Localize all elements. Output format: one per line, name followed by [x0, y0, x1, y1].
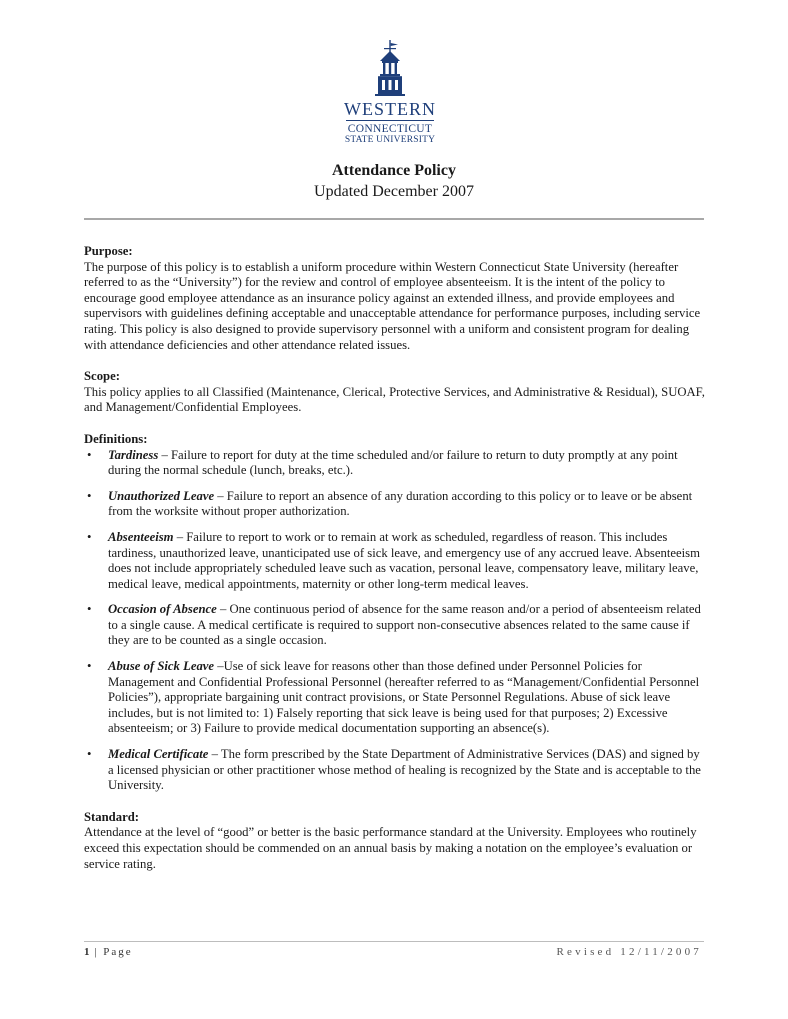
definition-item-tardiness	[84, 448, 706, 479]
page-indicator	[84, 946, 133, 958]
bullet-icon: •	[87, 447, 92, 462]
definition-term: Occasion of Absence	[108, 602, 217, 617]
logo-divider	[346, 120, 434, 121]
footer-divider	[84, 941, 704, 942]
document-subtitle: Updated December 2007	[314, 183, 474, 200]
definition-item-absenteeism	[84, 530, 706, 592]
definition-item-abuse-of-sick-leave	[84, 659, 706, 737]
purpose-heading: Purpose:	[84, 244, 133, 258]
cupola-weathervane-icon	[373, 40, 407, 96]
logo-line-connecticut: CONNECTICUT	[347, 123, 433, 135]
bullet-icon: •	[87, 659, 92, 674]
standard-text: Attendance at the level of “good” or better is the basic performance standard at the University. Employees who routinely exceed this expectation should be commended on an annual basis by making a notation on the employee’s evaluation or service rating.	[84, 825, 697, 871]
scope-heading: Scope:	[84, 369, 120, 384]
definition-term: Absenteeism	[108, 529, 174, 544]
bullet-icon: •	[87, 602, 92, 617]
university-logo	[340, 40, 440, 146]
definition-term: Abuse of Sick Leave	[108, 659, 215, 674]
definitions-section	[84, 432, 706, 794]
definition-text: – Failure to report an absence of any duration according to this policy or to leave or be absent from the worksite without proper authorization.	[108, 488, 693, 519]
purpose-text: The purpose of this policy is to establish a uniform procedure within Western Connecticut State University (hereafter referred to as the “University”) for the review and control of employee absenteeism. It is the intent of the policy to encourage good employee attendance as an insurance policy against an extended illness, and provide employees and supervisors with guidelines defining acceptable and unacceptable attendance for performance purposes, including service rating. This policy is also designed to provide supervisory personnel with a uniform and consistent program for dealing with attendance deficiencies and other attendance related issues.	[84, 259, 701, 352]
definition-item-occasion-of-absence	[84, 602, 706, 649]
definition-term: Tardiness	[108, 447, 159, 462]
definition-term: Unauthorized Leave	[108, 488, 215, 503]
bullet-icon: •	[87, 747, 92, 762]
logo-line-state-university: STATE UNIVERSITY	[344, 135, 436, 145]
purpose-section	[84, 244, 706, 353]
definition-text: – One continuous period of absence for the same reason and/or a period of absenteeism related to a single cause. A medical certificate is required to support non-consecutive absences related to the same cause if they are to be counted as a single occasion.	[108, 602, 701, 648]
definitions-list	[84, 448, 706, 794]
definition-item-medical-certificate	[84, 747, 706, 794]
definition-item-unauthorized-leave	[84, 489, 706, 520]
header-divider	[84, 218, 704, 220]
page-number: 1	[84, 946, 90, 958]
definition-text: – Failure to report to work or to remain at work as scheduled, regardless of reason. This includes tardiness, unauthorized leave, unanticipated use of sick leave, and emergency use of any accrued leave. Absenteeism does not include appropriately scheduled leave such as vacation, personal leave, compensatory leave, military leave, medical leave, medical appointments, maternity or other long-term medical leaves.	[108, 529, 700, 591]
scope-text: This policy applies to all Classified (Maintenance, Clerical, Protective Services, and Administrative & Residual), SUOAF, and Management/Confidential Employees.	[84, 384, 705, 415]
logo-line-western: WESTERN	[344, 99, 436, 119]
standard-section	[84, 810, 706, 872]
revised-date: Revised 12/11/2007	[556, 946, 702, 958]
definition-text: – Failure to report for duty at the time scheduled and/or failure to return to duty promptly at any point during the normal schedule (lunch, breaks, etc.).	[108, 447, 678, 478]
definition-text: – The form prescribed by the State Department of Administrative Services (DAS) and signed by a licensed physician or other practitioner whose method of healing is recognized by the State and is acceptable to the University.	[108, 747, 701, 793]
scope-section	[84, 369, 706, 416]
definition-term: Medical Certificate	[108, 747, 209, 762]
page-separator: |	[89, 946, 104, 958]
page-label: Page	[103, 946, 133, 958]
definitions-heading: Definitions:	[84, 431, 148, 446]
definition-text: –Use of sick leave for reasons other than those defined under Personnel Policies for Management and Confidential Professional Personnel (hereafter referred to as “Management/Confidential Personnel Policies”), appropriate bargaining unit contract provisions, or State Personnel Regulations. Abuse of sick leave includes, but is not limited to: 1) Falsely reporting that sick leave is being used for that purposes; 2) Excessive absenteeism; or 3) Failure to provide medical documentation supporting an absence(s).	[108, 659, 700, 736]
standard-heading: Standard:	[84, 809, 139, 824]
document-title: Attendance Policy	[332, 162, 456, 179]
bullet-icon: •	[87, 488, 92, 503]
document-body	[84, 244, 706, 888]
bullet-icon: •	[87, 529, 92, 544]
